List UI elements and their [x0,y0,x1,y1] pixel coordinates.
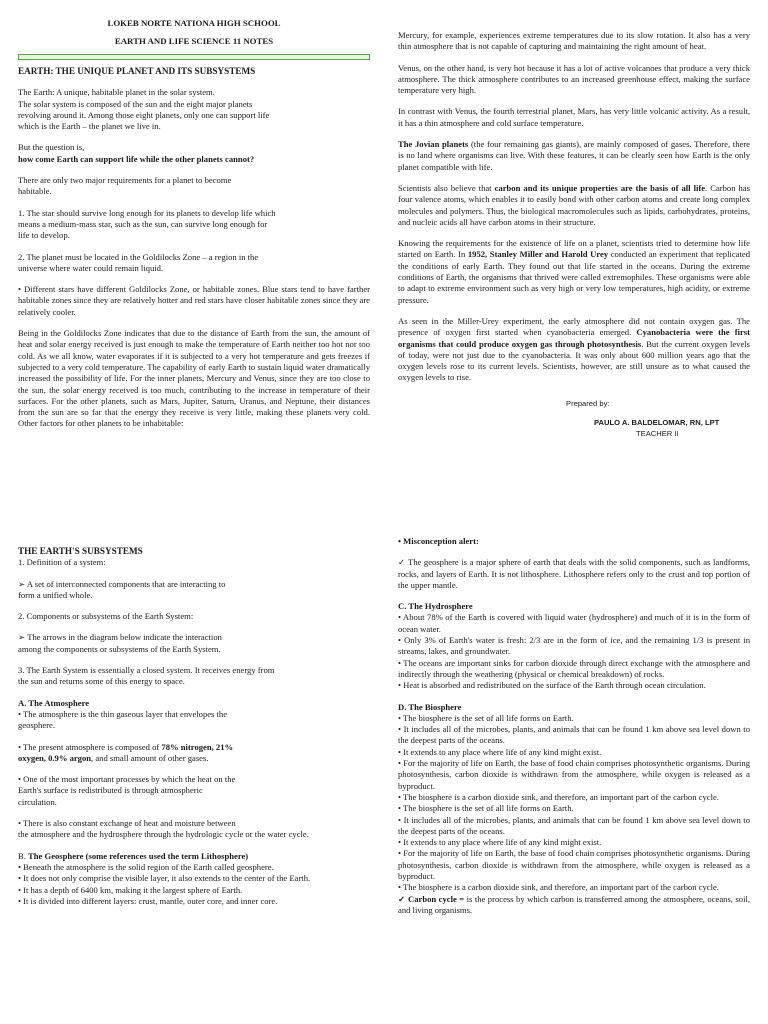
carbon-cycle-term: ✓ Carbon cycle = [398,893,467,904]
page-2 [0,520,768,1024]
biosphere-item: • The biosphere is the set of all life forms on Earth. [398,712,574,723]
definition-heading: 1. Definition of a system: [18,557,106,568]
composition-text: • The present atmosphere is composed of [18,741,162,752]
circulation-line: circulation. [18,796,57,807]
page-2-left-column [18,546,370,917]
biosphere-item: • The biosphere is the set of all life forms on Earth. [398,803,574,814]
intro-line: revolving around it. Among those eight planets, only one can support life [18,109,270,120]
oxygen-paragraph [398,316,750,384]
requirement-line: life to develop. [18,230,70,241]
goldilocks-paragraph: Being in the Goldilocks Zone indicates that due to the distance of Earth from the sun, the amount of heat and solar energy received is just enough to make the temperature of Earth neither too hot nor too cold. As we all know, water evaporates if it is subjected to a very hot temperature and gets freezes if subjected to a very cold temperature. The capability of early Earth to sustain liquid water dramatically increased the possibility of life. For the inner planets, Mercury and Venus, since they are too close to the sun, the solar energy received is too much, contributing to the increase in temperature of their surfaces. For the other planets, such as Mars, Jupiter, Saturn, Uranus, and Neptune, their distances from the sun are so far that the energy they receive is very little, making these planets very cold. Other factors for other planets to be inhabitable: [18,328,370,429]
preparer-name: PAULO A. BALDELOMAR, RN, LPT [594,417,720,427]
biosphere-heading: D. The Biosphere [398,701,462,712]
intro-paragraph [18,87,370,132]
circulation-block [18,774,370,808]
miller-urey-paragraph [398,238,750,306]
requirement-line: means a medium-mass star, such as the sun, can survive long enough for [18,218,268,229]
oxygen-text: As seen in the Miller-Urey experiment, the early atmosphere did not contain oxygen gas. The presence of oxygen first started when cyanobacteria emerged. [398,315,750,338]
arrows-line: among the components or subsystems of the Earth System. [18,643,221,654]
carbon-emphasis: carbon and its unique properties are the basis of all life [494,182,706,193]
prepared-by-label: Prepared by: [566,398,610,408]
school-name: LOKEB NORTE NATIONA HIGH SCHOOL [107,18,281,28]
question-block [18,142,370,165]
biosphere-item: • It extends to any place where life of any kind might exist. [398,746,602,757]
hydrosphere-item: • About 78% of the Earth is covered with liquid water (hydrosphere) and much of it is in the form of ocean water. [398,612,750,634]
circulation-line: • One of the most important processes by which the heat on the [18,774,236,785]
carbon-text: Scientists also believe that [398,182,495,193]
atmosphere-line: geosphere. [18,720,55,731]
definition-block [18,579,370,602]
geosphere-line: • It is divided into different layers: crust, mantle, outer core, and inner core. [18,895,278,906]
definition-line: form a unified whole. [18,589,93,600]
intro-line: The Earth: A unique, habitable planet in the solar system. [18,87,215,98]
requirements-line: There are only two major requirements for a planet to become [18,175,232,186]
biosphere-item: • For the majority of life on Earth, the base of food chain comprises photosynthetic organisms. During photosynthesis, carbon dioxide is withdrawn from the atmosphere, while oxygen is released as a byproduct. [398,848,750,882]
requirements-intro [18,175,370,198]
question-lead: But the question is, [18,142,85,153]
requirement-line: 2. The planet must be located in the Goldilocks Zone – a region in the [18,251,259,262]
intro-line: which is the Earth – the planet we live in. [18,121,161,132]
mercury-paragraph: Mercury, for example, experiences extreme temperatures due to its slow rotation. It also has a very thin atmosphere that is not capable of capturing and maintaining the right amount of heat. [398,30,750,52]
biosphere-item: • The biosphere is a carbon dioxide sink, and therefore, an important part of the carbon cycle. [398,882,719,893]
composition-emphasis: oxygen, 0.9% argon [18,752,92,763]
subsystems-heading-block [18,546,370,569]
jovian-term: The Jovian planets [398,139,469,150]
closed-line: 3. The Earth System is essentially a closed system. It receives energy from [18,665,275,676]
geosphere-block [18,851,370,907]
subsystems-title: THE EARTH'S SUBSYSTEMS [18,546,143,556]
oxygen-text: . But the current oxygen levels of today, were not just due to the cyanobacteria. It was only about 600 million years ago that the oxygen levels rose to its current levels. Scientists, however, are still unsure as to what caused the oxygen levels to rise. [398,338,750,383]
jovian-paragraph [398,139,750,173]
hydrosphere-item: • Heat is absorbed and redistributed on the surface of the Earth through ocean circulation. [398,680,706,691]
atmosphere-line: • The atmosphere is the thin gaseous layer that envelopes the [18,708,228,719]
exchange-line: • There is also constant exchange of heat and moisture between [18,818,236,829]
biosphere-item: • For the majority of life on Earth, the base of food chain comprises photosynthetic organisms. During photosynthesis, carbon dioxide is withdrawn from the atmosphere, while oxygen is released as a byproduct. [398,758,750,791]
header-divider [18,54,370,60]
oxygen-emphasis: Cyanobacteria were the first organisms that could produce oxygen gas through photosynthesis [398,327,751,349]
stars-paragraph: • Different stars have different Goldilocks Zone, or habitable zones. Blue stars tend to have farther habitable zones since they are relatively hotter and red stars have closer habitable zones since they are relatively cooler. [18,284,370,317]
miller-text: conducted an experiment that replicated the conditions of early Earth. They found out that life started in the oceans. During the extreme conditions of Earth, the organisms that thrived were called extremophiles. These organisms were able to adapt to extreme environment such as very high or very low temperatures, high acidity, or extreme pressure. [398,249,750,305]
page-2-right-column [398,536,750,926]
misconception-heading: • Misconception alert: [398,536,479,546]
requirement-1 [18,208,370,242]
venus-paragraph: Venus, on the other hand, is very hot because it has a lot of active volcanoes that produce a very thick atmosphere. The thick atmosphere contributes to an increased greenhouse effect, making the surface temperature very high. [398,62,750,96]
composition-paragraph [18,742,370,765]
section-title: EARTH: THE UNIQUE PLANET AND ITS SUBSYSTEMS [18,66,256,76]
page-1 [0,0,768,500]
carbon-cycle-item [398,894,750,917]
biosphere-item: • It includes all of the microbes, plants, and animals that can be found 1 km above sea level down to the deepest parts of the oceans. [398,814,750,836]
definition-line: ➢ A set of interconnected components that are interacting to [18,578,226,589]
geosphere-heading [18,851,370,862]
biosphere-item: • The biosphere is a carbon dioxide sink, and therefore, an important part of the carbon cycle. [398,791,719,802]
composition-text: , and small amount of other gases. [91,752,209,763]
question-text: how come Earth can support life while the other planets cannot? [18,153,255,164]
atmosphere-heading: A. The Atmosphere [18,697,90,708]
exchange-line: the atmosphere and the hydrosphere through the hydrologic cycle or the water cycle. [18,829,309,840]
intro-line: The solar system is composed of the sun and the eight major planets [18,98,253,109]
requirement-2 [18,252,370,275]
geosphere-prefix: B. [18,850,29,861]
geosphere-line: • It does not only comprise the visible layer, it also extends to the center of the Earth. [18,873,311,884]
biosphere-item: • It includes all of the microbes, plants, and animals that can be found 1 km above sea level down to the deepest parts of the oceans. [398,724,750,746]
carbon-paragraph [398,183,750,228]
page-1-right-column [398,30,750,439]
circulation-line: Earth's surface is redistributed is through atmospheric [18,785,203,796]
requirements-line: habitable. [18,186,52,197]
exchange-block [18,818,370,841]
geosphere-line: • Beneath the atmosphere is the solid region of the Earth called geosphere. [18,861,274,872]
arrows-line: ➢ The arrows in the diagram below indicate the interaction [18,632,222,643]
arrows-block [18,632,370,655]
misconception-paragraph: ✓ The geosphere is a major sphere of earth that deals with the solid components, such as landforms, rocks, and layers of Earth. It is not lithosphere. Lithosphere refers only to the crust and top portion of the upper mantle. [398,557,750,590]
components-heading: 2. Components or subsystems of the Earth System: [18,611,194,622]
biosphere-block [398,702,750,917]
closed-line: the sun and returns some of this energy to space. [18,676,185,687]
geosphere-title: The Geosphere (some references used the term Lithosphere) [28,850,249,861]
hydrosphere-item: • Only 3% of Earth's water is fresh: 2/3 are in the form of ice, and the remaining 1/3 is present in streams, lakes, and groundwater. [398,635,750,657]
biosphere-item: • It extends to any place where life of any kind might exist. [398,837,602,848]
hydrosphere-block [398,601,750,691]
closed-system-block [18,665,370,688]
requirement-line: 1. The star should survive long enough for its planets to develop life which [18,207,276,218]
miller-text: Knowing the requirements for the existence of life on a planet, scientists tried to determine how life started on Earth. In [398,238,750,260]
composition-emphasis: 78% nitrogen, 21% [161,741,234,752]
carbon-text: . Carbon has four valence atoms, which enables it to easily bond with other carbon atoms and create long complex molecules and polymers. Thus, the biological macromolecules such as lipids, carbohydrates, proteins, and nucleic acids all have carbon atoms in their structure. [398,182,750,227]
hydrosphere-heading: C. The Hydrosphere [398,601,473,612]
geosphere-line: • It has a depth of 6400 km, making it the largest sphere of Earth. [18,884,243,895]
carbon-cycle-text: is the process by which carbon is transferred among the atmosphere, oceans, soil, and living organisms. [398,893,750,915]
page-1-left-column [18,14,370,440]
hydrosphere-item: • The oceans are important sinks for carbon dioxide through direct exchange with the atmosphere and indirectly through the weathering (physical or chemical breakdown) of rocks. [398,657,750,679]
jovian-text: (the four remaining gas giants), are mainly composed of gases. Therefore, there is no land where organisms can live. With these features, it can be clearly seen how Earth is the only planet compatible with life. [398,139,750,172]
requirement-line: universe where water could remain liquid. [18,262,164,273]
preparer-title: TEACHER II [636,428,679,438]
mars-paragraph: In contrast with Venus, the fourth terrestrial planet, Mars, has very little volcanic activity. As a result, it has a thin atmosphere and cold surface temperature. [398,106,750,128]
miller-emphasis: 1952, Stanley Miller and Harold Urey [467,249,609,260]
subject-title: EARTH AND LIFE SCIENCE 11 NOTES [114,36,274,46]
atmosphere-block [18,698,370,732]
